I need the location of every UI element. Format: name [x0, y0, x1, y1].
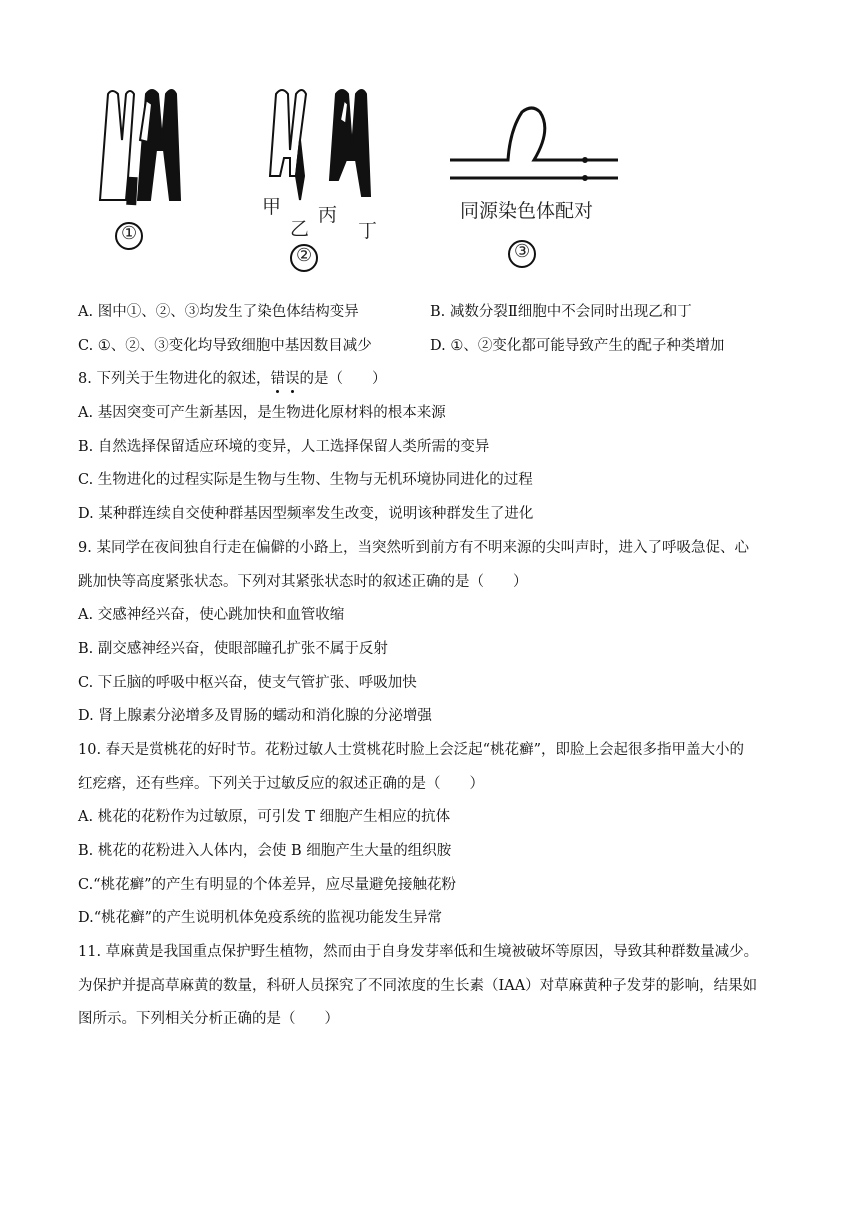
q8-stem: 8. 下列关于生物进化的叙述，错误的是（ ）	[78, 363, 788, 397]
q9-option-b: B. 副交感神经兴奋，使眼部瞳孔扩张不属于反射	[78, 640, 388, 657]
q8-option-c: C. 生物进化的过程实际是生物与生物、生物与无机环境协同进化的过程	[78, 472, 533, 489]
caption-3: 同源染色体配对	[460, 200, 594, 222]
label-bing: 丙	[318, 204, 338, 226]
q7-options-row-1	[78, 296, 788, 330]
emphasis-char: 误	[285, 363, 300, 397]
diagram-2-chromosomes	[270, 90, 370, 200]
diagram-3-pairing	[450, 108, 618, 180]
q7-option-a: A. 图中①、②、③均发生了染色体结构变异	[78, 304, 359, 320]
label-1: ①	[121, 223, 138, 244]
q10-option-c: C.“桃花癣”的产生有明显的个体差异，应尽量避免接触花粉	[78, 876, 457, 893]
q11-stem-line-3: 图所示。下列相关分析正确的是（ ）	[78, 1011, 339, 1028]
q11-stem-line-1: 11. 草麻黄是我国重点保护野生植物，然而由于自身发芽率低和生境被破坏等原因，导致其种群数量减少。	[78, 944, 759, 961]
q9-stem-line-1: 9. 某同学在夜间独自行走在偏僻的小路上，当突然听到前方有不明来源的尖叫声时，进入了呼吸急促、心	[78, 539, 749, 556]
label-yi: 乙	[290, 218, 310, 240]
label-ding: 丁	[358, 220, 378, 242]
label-jia: 甲	[262, 196, 282, 218]
chromosome-diagrams	[0, 0, 860, 290]
q7-option-c: C. ①、②、③变化均导致细胞中基因数目减少	[78, 337, 372, 354]
q10-option-d: D.“桃花癣”的产生说明机体免疫系统的监视功能发生异常	[78, 910, 443, 927]
q9-option-c: C. 下丘脑的呼吸中枢兴奋，使支气管扩张、呼吸加快	[78, 674, 417, 691]
q9-option-d: D. 肾上腺素分泌增多及胃肠的蠕动和消化腺的分泌增强	[78, 708, 432, 725]
q9-option-a: A. 交感神经兴奋，使心跳加快和血管收缩	[78, 607, 345, 624]
chromosome-figure	[0, 0, 860, 290]
q10-stem-line-1: 10. 春天是赏桃花的好时节。花粉过敏人士赏桃花时脸上会泛起“桃花癣”，即脸上会起很多指甲盖大小的	[78, 741, 744, 758]
q8-option-d: D. 某种群连续自交使种群基因型频率发生改变，说明该种群发生了进化	[78, 506, 534, 523]
circle-markers	[116, 223, 535, 271]
question-text	[78, 296, 788, 1037]
q7-option-b: B. 减数分裂Ⅱ细胞中不会同时出现乙和丁	[430, 304, 692, 320]
label-2: ②	[296, 245, 313, 266]
q10-option-a: A. 桃花的花粉作为过敏原，可引发 T 细胞产生相应的抗体	[78, 809, 451, 826]
diagram-1-chromosomes	[100, 90, 180, 204]
q8-option-b: B. 自然选择保留适应环境的变异，人工选择保留人类所需的变异	[78, 438, 490, 455]
q10-stem-line-2: 红疙瘩，还有些痒。下列关于过敏反应的叙述正确的是（ ）	[78, 775, 484, 792]
emphasis-char: 错	[270, 363, 285, 397]
q9-stem-line-2: 跳加快等高度紧张状态。下列对其紧张状态时的叙述正确的是（ ）	[78, 573, 528, 590]
q11-stem-line-2: 为保护并提高草麻黄的数量，科研人员探究了不同浓度的生长素（IAA）对草麻黄种子发芽的影响，结果如	[78, 977, 758, 994]
q10-option-b: B. 桃花的花粉进入人体内，会使 B 细胞产生大量的组织胺	[78, 843, 452, 859]
q7-option-d: D. ①、②变化都可能导致产生的配子种类增加	[430, 337, 725, 354]
label-3: ③	[514, 241, 531, 262]
q8-option-a: A. 基因突变可产生新基因，是生物进化原材料的根本来源	[78, 405, 446, 422]
q7-options-row-2	[78, 330, 788, 364]
